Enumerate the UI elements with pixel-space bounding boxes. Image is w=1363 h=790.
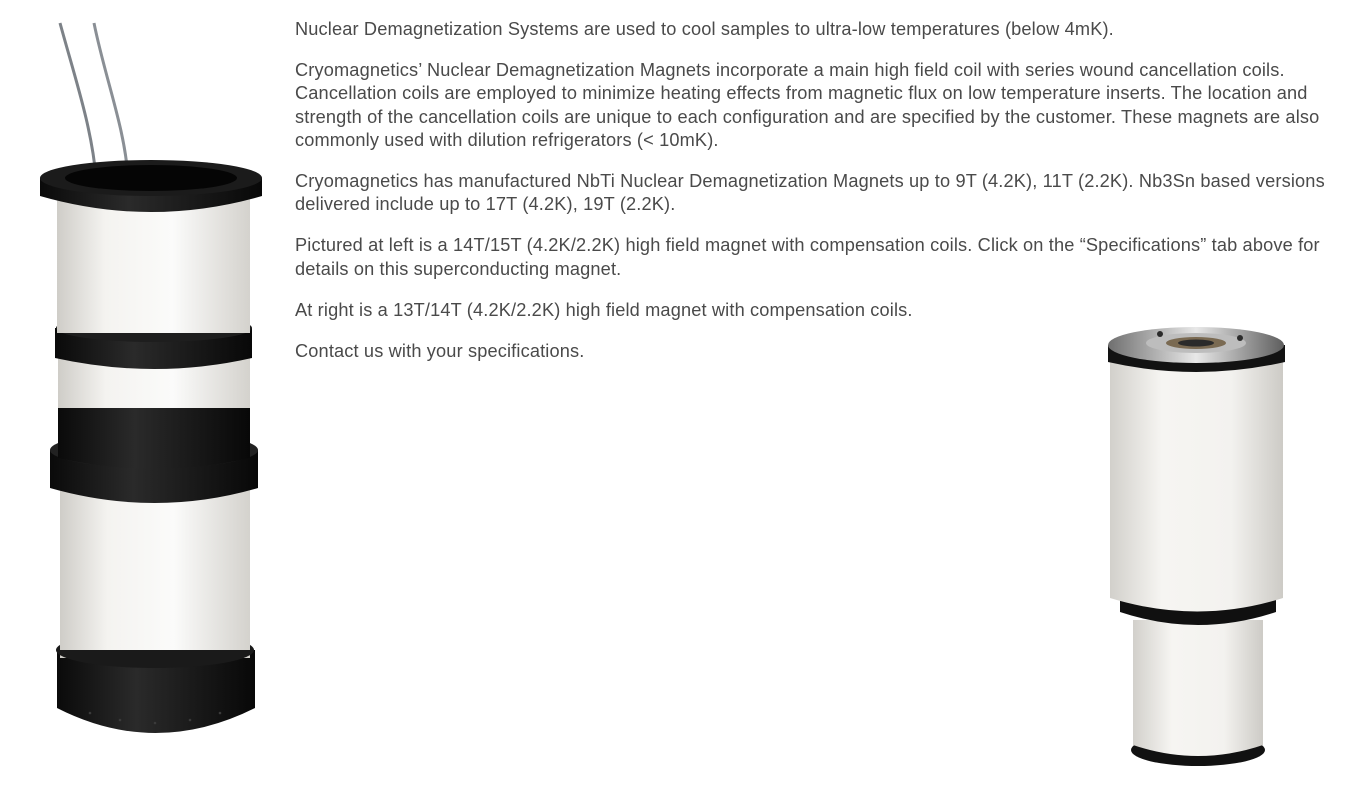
pictured-right-paragraph: At right is a 13T/14T (4.2K/2.2K) high field magnet with compensation coils.	[295, 299, 913, 320]
intro-paragraph: Nuclear Demagnetization Systems are used to cool samples to ultra-low temperatures (below 4mK).	[295, 19, 1114, 39]
manufactured-paragraph: Cryomagnetics has manufactured NbTi Nuclear Demagnetization Magnets up to 9T (4.2K), 11T (2.2K). Nb3Sn based versions delivered include up to 17T (4.2K), 19T (2.2K).	[295, 171, 1325, 215]
left-magnet-image	[30, 18, 270, 753]
right-magnet-image	[1100, 320, 1295, 785]
cancellation-coils-paragraph: Cryomagnetics’ Nuclear Demagnetization Magnets incorporate a main high field coil with series wound cancellation coils. Cancellation coils are employed to minimize heating effects from magnetic flux on low temperature inserts. The location and strength of the cancellation coils are unique to each configuration and are specified by the customer. These magnets are also commonly used with dilution refrigerators (< 10mK).	[295, 60, 1320, 150]
pictured-left-paragraph: Pictured at left is a 14T/15T (4.2K/2.2K) high field magnet with compensation coils. Click on the “Specifications” tab above for details on this superconducting magnet.	[295, 235, 1320, 279]
contact-paragraph: Contact us with your specifications.	[295, 341, 585, 362]
